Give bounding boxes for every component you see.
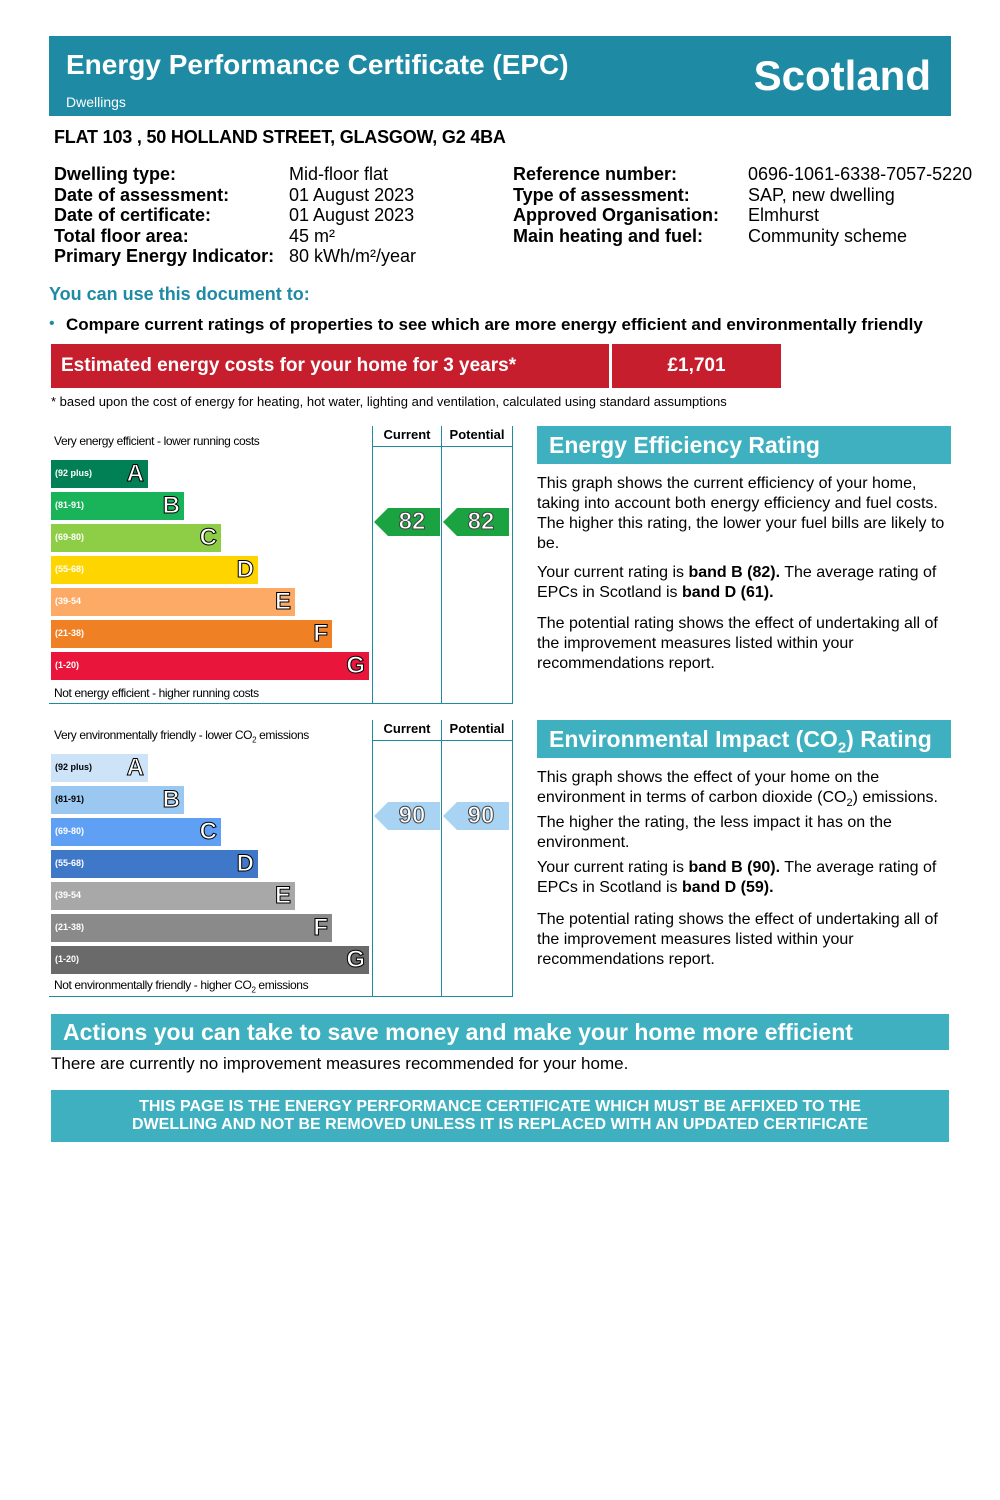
current-rating-value: 90 [398,802,426,829]
band-range: (81-91) [55,794,85,804]
band-range: (21-38) [55,922,85,932]
certificate-header [49,36,951,116]
notice-line: THIS PAGE IS THE ENERGY PERFORMANCE CERTIFICATE WHICH MUST BE AFFIXED TO THE [139,1098,861,1115]
potential-column [441,426,513,704]
current-column-header: Current [373,426,441,447]
use-document-heading: You can use this document to: [49,284,310,304]
band-letter: E [274,882,291,909]
band-range: (92 plus) [55,762,93,772]
detail-label: Main heating and fuel: [513,225,704,246]
energy-cost-label: Estimated energy costs for your home for 3 years* [51,344,609,388]
energy-efficiency-title: Energy Efficiency Rating [537,426,951,464]
actions-text: There are currently no improvement measures recommended for your home. [51,1054,629,1073]
rating-band-d [51,850,258,878]
rating-band-d [51,556,258,584]
current-column-header: Current [373,720,441,741]
band-range: (21-38) [55,628,85,638]
band-range: (39-54 [55,596,82,606]
band-range: (55-68) [55,858,85,868]
energy-paragraph: This graph shows the current efficiency of your home, taking into account both energy efficiency and fuel costs. The higher this rating, the lower your fuel bills are likely to be. [537,475,945,552]
band-letter: E [274,588,291,615]
current-rating-arrow [374,508,440,536]
notice-line: DWELLING AND NOT BE REMOVED UNLESS IT IS REPLACED WITH AN UPDATED CERTIFICATE [132,1116,868,1133]
band-range: (69-80) [55,532,85,542]
potential-rating-value: 90 [467,802,495,829]
environment-paragraph: Your current rating is band B (90). The average rating of EPCs in Scotland is band D (59). [537,859,937,896]
details-right-labels [513,164,719,246]
band-letter: F [313,914,328,941]
potential-column-header: Potential [442,426,512,447]
current-rating-value: 82 [398,508,426,535]
graph-top-caption: Very environmentally friendly - lower $CO_2$ emissions [54,728,309,745]
band-letter: A [126,460,144,487]
country-label: Scotland [753,52,931,99]
detail-value: 01 August 2023 [289,205,415,225]
detail-label: Reference number: [513,164,678,184]
band-range: (92 plus) [55,468,93,478]
rating-band-e [51,588,295,616]
potential-column-header: Potential [442,720,512,741]
band-letter: D [236,556,254,583]
detail-label: Type of assessment: [513,184,690,205]
band-range: (1-20) [55,954,80,964]
graph-bottom-rule [49,703,513,704]
band-range: (81-91) [55,500,85,510]
band-letter: B [162,492,180,519]
energy-cost-value: £1,701 [612,344,781,388]
rating-band-g [51,652,369,680]
detail-value: 0696-1061-6338-7057-5220 [748,164,973,184]
rating-band-g [51,946,369,974]
detail-value: 01 August 2023 [289,184,415,205]
band-range: (55-68) [55,564,85,574]
potential-rating-arrow [443,508,509,536]
band-letter: C [199,818,217,845]
affix-notice [51,1090,949,1142]
energy-cost-note: * based upon the cost of energy for heating, hot water, lighting and ventilation, calculated using standard assumptions [51,394,727,409]
current-column [372,426,442,704]
band-range: (69-80) [55,826,85,836]
details-left-values [289,164,416,267]
band-letter: D [236,850,254,877]
band-range: (1-20) [55,660,80,670]
band-letter: G [346,652,365,679]
detail-value: Community scheme [748,225,908,246]
band-letter: A [126,754,144,781]
energy-paragraph: The potential rating shows the effect of undertaking all of the improvement measures listed within your recommendations report. [537,615,938,672]
rating-band-b [51,786,184,814]
rating-band-f [51,914,332,942]
energy-cost-bar [51,344,781,388]
actions-title: Actions you can take to save money and make your home more efficient [51,1014,949,1050]
band-letter: C [199,524,217,551]
page-subtitle: Dwellings [66,94,126,110]
environment-paragraph: The potential rating shows the effect of undertaking all of the improvement measures listed within your recommendations report. [537,911,938,968]
band-letter: B [162,786,180,813]
potential-column [441,720,513,997]
environment-paragraph: This graph shows the effect of your home on the environment in terms of carbon dioxide $(CO_2)$ emissions. The higher the rating, the less impact it has on the environment. [537,769,938,852]
detail-value: 80 kWh/m²/year [289,246,417,266]
energy-paragraph: Your current rating is band B (82). The average rating of EPCs in Scotland is band D (61). [537,564,937,601]
rating-band-a [51,460,148,488]
detail-label: Total floor area: [54,225,189,246]
rating-band-c [51,818,221,846]
detail-label: Dwelling type: [54,164,177,184]
detail-label: Date of certificate: [54,205,212,225]
detail-value: SAP, new dwelling [748,184,895,205]
environmental-impact-title: Environmental Impact $(CO_2)$ Rating [537,720,951,758]
band-letter: F [313,620,328,647]
rating-band-e [51,882,295,910]
rating-band-a [51,754,148,782]
environmental-impact-graph [49,720,513,997]
energy-efficiency-graph [49,426,513,704]
rating-band-c [51,524,221,552]
page-title: Energy Performance Certificate (EPC) [66,49,569,80]
bullet-icon: • [49,315,55,332]
current-column [372,720,442,997]
band-letter: G [346,946,365,973]
rating-band-b [51,492,184,520]
current-rating-arrow [374,802,440,830]
band-range: (39-54 [55,890,82,900]
graph-bottom-caption: Not energy efficient - higher running costs [54,686,259,700]
use-document-item: Compare current ratings of properties to see which are more energy efficient and environmentally friendly [66,315,923,334]
detail-label: Approved Organisation: [513,205,720,225]
detail-value: Elmhurst [748,205,820,225]
property-address: FLAT 103 , 50 HOLLAND STREET, GLASGOW, G2 4BA [54,127,506,147]
graph-top-caption: Very energy efficient - lower running costs [54,434,260,448]
detail-value: Mid-floor flat [289,164,389,184]
graph-bottom-rule [49,996,513,997]
details-left-labels [54,164,274,267]
detail-value: 45 m² [289,225,336,246]
graph-bottom-caption: Not environmentally friendly - higher $CO_2$ emissions [54,978,309,995]
detail-label: Date of assessment: [54,184,230,205]
detail-label: Primary Energy Indicator: [54,246,275,266]
potential-rating-value: 82 [467,508,495,535]
potential-rating-arrow [443,802,509,830]
details-right-values [748,164,972,246]
rating-band-f [51,620,332,648]
